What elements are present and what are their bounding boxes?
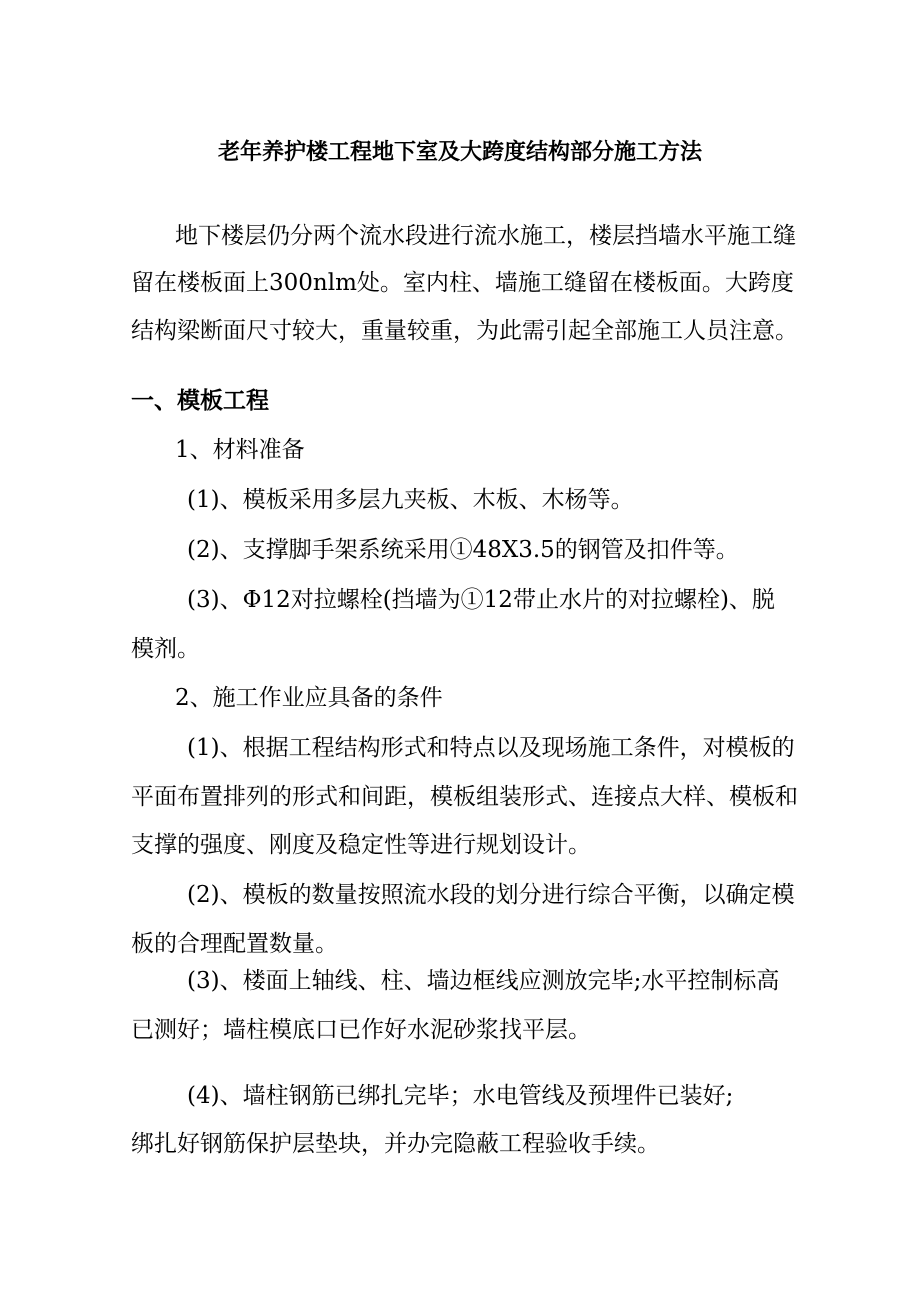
section-heading-formwork: 一、模板工程 [131, 388, 269, 414]
document-title: 老年养护楼工程地下室及大跨度结构部分施工方法 [217, 140, 702, 165]
condition-item-4-line-1: (4)、墙柱钢筋已绑扎完毕；水电管线及预埋件已装好; [187, 1083, 734, 1109]
condition-item-3-line-1: (3)、楼面上轴线、柱、墙边框线应测放完毕;水平控制标高 [187, 968, 780, 994]
material-item-3-line-1: (3)、Φ12对拉螺栓(挡墙为①12带止水片的对拉螺栓)、脱 [187, 587, 775, 613]
intro-line-2: 留在楼板面上300nlm处。室内柱、墙施工缝留在楼板面。大跨度 [131, 270, 794, 296]
condition-item-1-line-3: 支撑的强度、刚度及稳定性等进行规划设计。 [131, 832, 591, 858]
condition-item-4-line-2: 绑扎好钢筋保护层垫块，并办完隐蔽工程验收手续。 [131, 1131, 660, 1157]
material-item-1: (1)、模板采用多层九夹板、木板、木杨等。 [187, 487, 634, 513]
condition-item-2-line-2: 板的合理配置数量。 [131, 931, 338, 957]
subsection-heading-conditions: 2、施工作业应具备的条件 [175, 685, 443, 711]
condition-item-1-line-2: 平面布置排列的形式和间距，模板组装形式、连接点大样、模板和 [131, 784, 798, 810]
material-item-3-line-2: 模剂。 [131, 636, 200, 662]
subsection-heading-materials: 1、材料准备 [175, 437, 305, 463]
intro-line-3: 结构梁断面尺寸较大，重量较重，为此需引起全部施工人员注意。 [131, 318, 798, 344]
condition-item-3-line-2: 已测好；墙柱模底口已作好水泥砂浆找平层。 [131, 1017, 591, 1043]
material-item-2: (2)、支撑脚手架系统采用①48X3.5的钢管及扣件等。 [187, 537, 739, 563]
condition-item-1-line-1: (1)、根据工程结构形式和特点以及现场施工条件，对模板的 [187, 735, 795, 761]
intro-line-1: 地下楼层仍分两个流水段进行流水施工，楼层挡墙水平施工缝 [175, 223, 796, 249]
condition-item-2-line-1: (2)、模板的数量按照流水段的划分进行综合平衡，以确定模 [187, 882, 795, 908]
